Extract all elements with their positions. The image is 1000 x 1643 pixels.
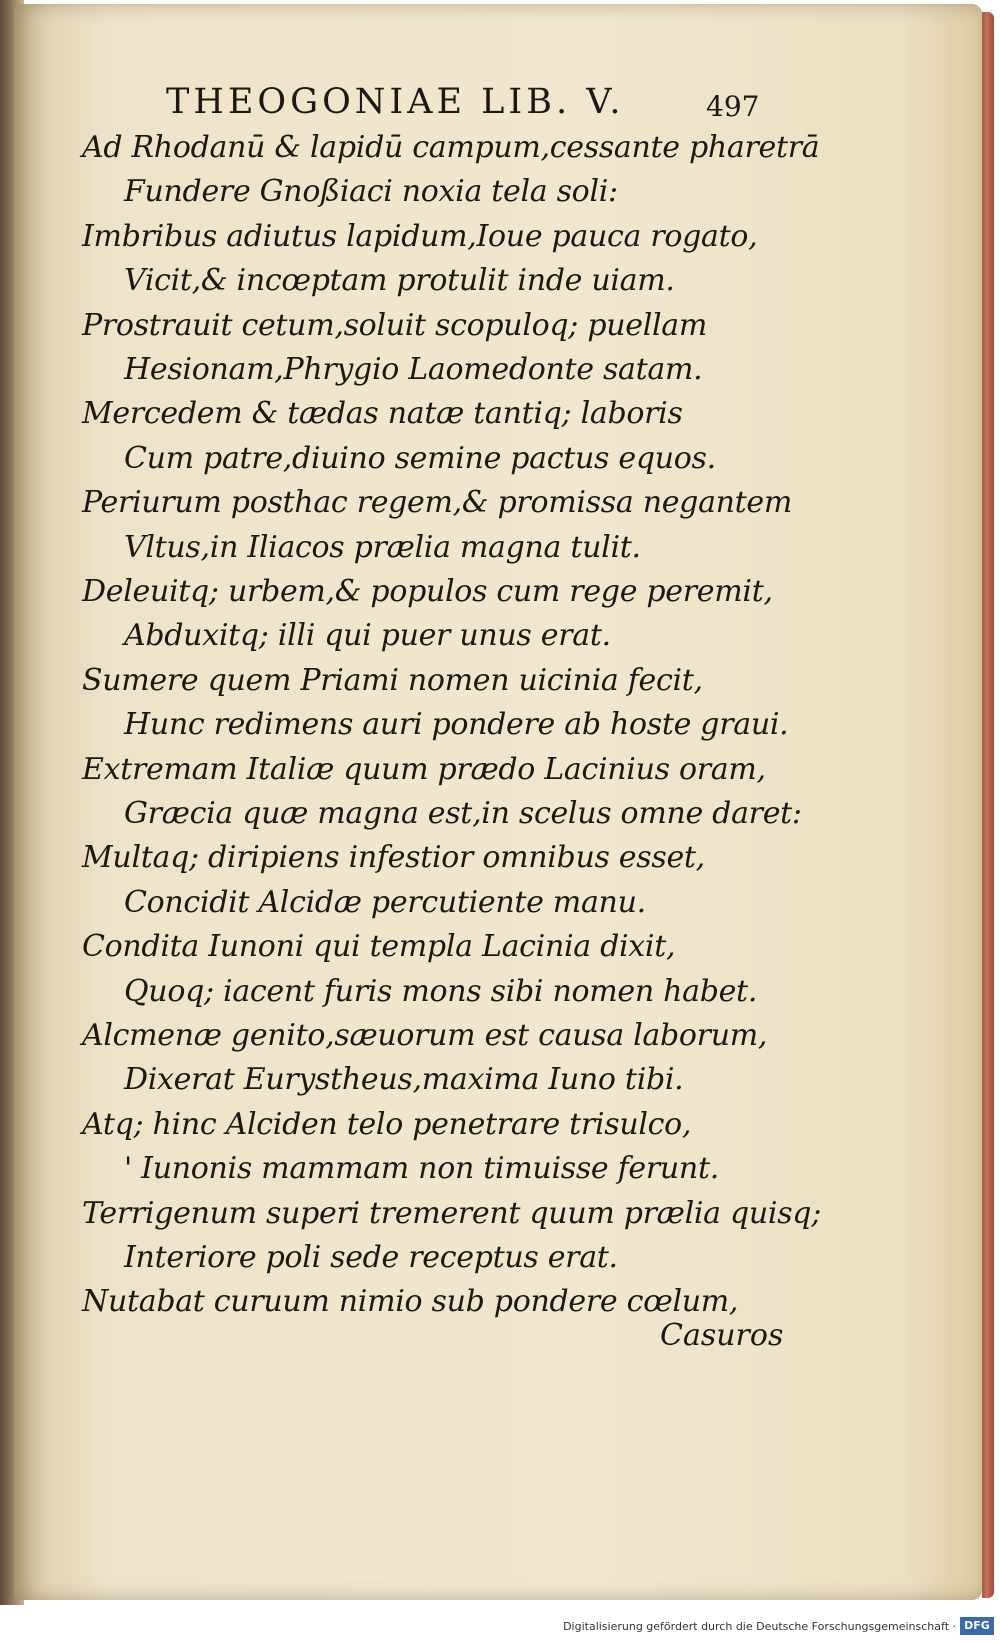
verse-line: Extremam Italiæ quum prædo Lacinius oram, [82, 751, 766, 787]
verse-line: Imbribus adiutus lapidum,Ioue pauca rogato, [82, 218, 758, 254]
funding-credit: Digitalisierung gefördert durch die Deutsche Forschungsgemeinschaft · [563, 1620, 956, 1633]
verse-line: Hunc redimens auri pondere ab hoste graui. [124, 707, 789, 743]
verse-line: Alcmenæ genito,sæuorum est causa laborum, [82, 1018, 768, 1053]
page-edges [982, 12, 994, 1598]
verse-line: Abduxitq; illi qui puer unus erat. [124, 618, 611, 654]
verse-line: Nutabat curuum nimio sub pondere cœlum, [82, 1284, 739, 1320]
verse-line: Interiore poli sede receptus erat. [124, 1240, 618, 1275]
verse-line: Prostrauit cetum,soluit scopuloq; puellam [82, 307, 708, 343]
verse-line: Hesionam,Phrygio Laomedonte satam. [124, 352, 703, 387]
running-head: THEOGONIAE LIB. V. [166, 82, 625, 122]
catchword: Casuros [660, 1318, 784, 1353]
verse-line: Terrigenum superi tremerent quum prælia quisq; [82, 1195, 822, 1231]
verse-line: Dixerat Eurystheus,maxima Iuno tibi. [124, 1062, 684, 1098]
verse-line: Græcia quæ magna est,in scelus omne daret: [124, 796, 802, 831]
verse-line: Multaq; diripiens infestior omnibus esset, [82, 840, 705, 876]
verse-line: Periurum posthac regem,& promissa negantem [82, 485, 793, 521]
verse-line: Vltus,in Iliacos prælia magna tulit. [124, 529, 641, 565]
bleed-through-text [760, 150, 980, 1300]
verse-line: ' Iunonis mammam non timuisse ferunt. [124, 1151, 719, 1187]
verse-line: Quoq; iacent furis mons sibi nomen habet. [124, 973, 758, 1009]
digitization-footer [0, 1606, 1000, 1643]
dfg-logo: DFG [960, 1617, 994, 1635]
folio-number: 497 [706, 90, 760, 123]
verse-line: Vicit,& incœptam protulit inde uiam. [124, 263, 675, 299]
verse-line: Sumere quem Priami nomen uicinia fecit, [82, 662, 703, 698]
verse-line: Cum patre,diuino semine pactus equos. [124, 440, 716, 476]
verse-line: Concidit Alcidæ percutiente manu. [124, 884, 646, 920]
verse-line: Deleuitq; urbem,& populos cum rege peremit, [82, 574, 773, 609]
verse-line: Fundere Gnoßiaci noxia tela soli: [124, 174, 618, 210]
verse-line: Condita Iunoni qui templa Lacinia dixit, [82, 929, 676, 965]
verse-line: Ad Rhodanū & lapidū campum,cessante pharetrā [82, 130, 820, 165]
verse-line: Mercedem & tædas natæ tantiq; laboris [82, 396, 683, 432]
verse-line: Atq; hinc Alciden telo penetrare trisulco, [82, 1106, 692, 1142]
